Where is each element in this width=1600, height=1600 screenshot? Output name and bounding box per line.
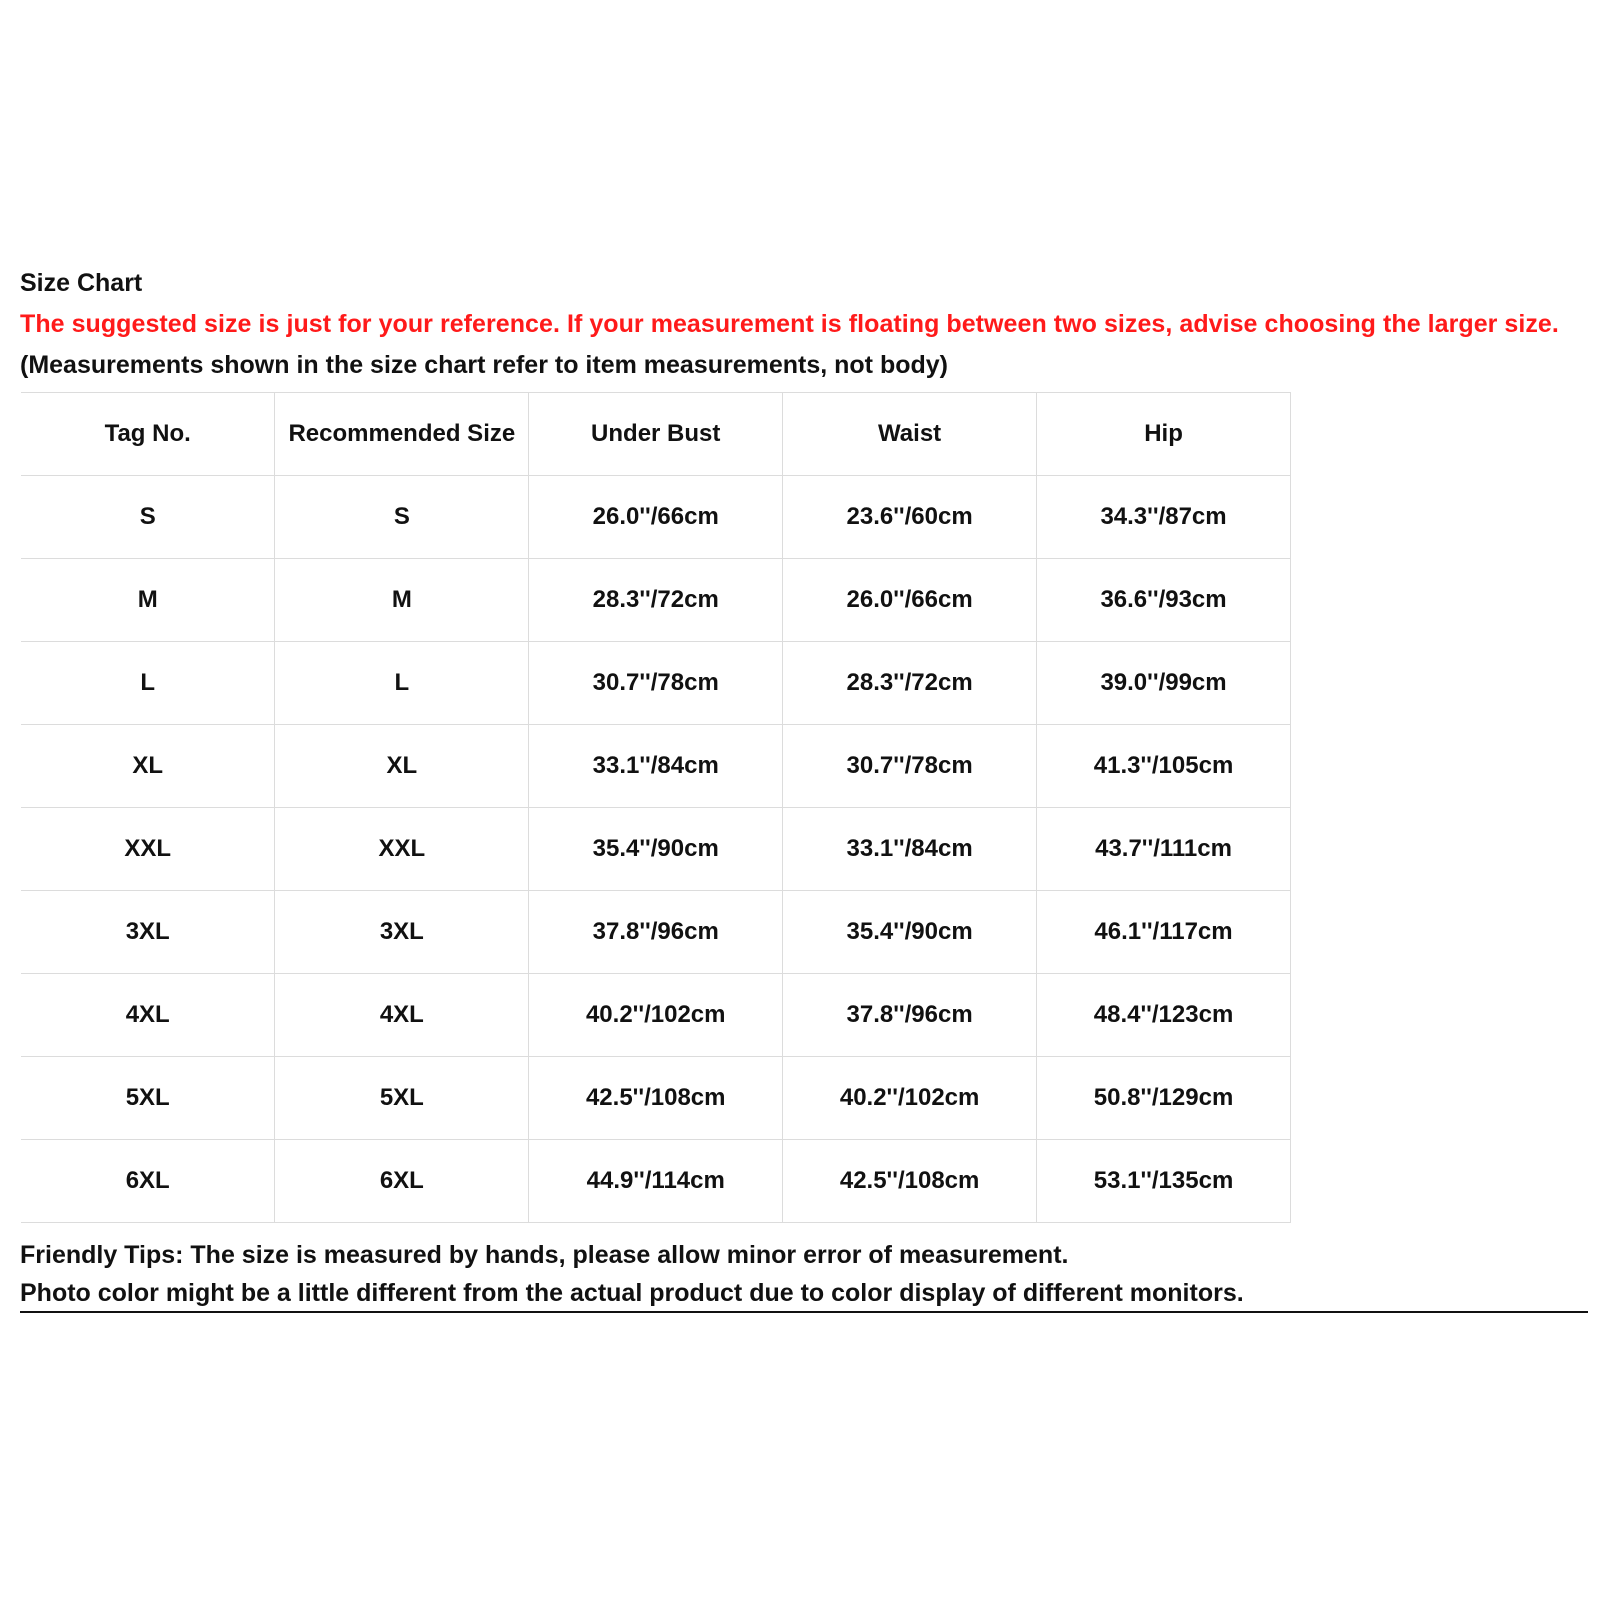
cell-under-bust: 30.7''/78cm <box>529 642 783 725</box>
table-row <box>21 974 1291 1057</box>
page-title: Size Chart <box>20 269 143 297</box>
cell-waist: 33.1''/84cm <box>783 808 1037 891</box>
cell-under-bust: 42.5''/108cm <box>529 1057 783 1140</box>
cell-under-bust: 40.2''/102cm <box>529 974 783 1057</box>
cell-hip: 46.1''/117cm <box>1037 891 1291 974</box>
cell-hip: 39.0''/99cm <box>1037 642 1291 725</box>
cell-tag-no: 3XL <box>21 891 275 974</box>
table-row <box>21 642 1291 725</box>
cell-recommended-size: L <box>275 642 529 725</box>
cell-under-bust: 44.9''/114cm <box>529 1140 783 1223</box>
cell-tag-no: L <box>21 642 275 725</box>
cell-tag-no: S <box>21 476 275 559</box>
cell-tag-no: 6XL <box>21 1140 275 1223</box>
tip-measurement-error: Friendly Tips: The size is measured by hands, please allow minor error of measurement. <box>20 1241 1069 1269</box>
cell-hip: 53.1''/135cm <box>1037 1140 1291 1223</box>
cell-under-bust: 26.0''/66cm <box>529 476 783 559</box>
cell-hip: 34.3''/87cm <box>1037 476 1291 559</box>
cell-tag-no: 4XL <box>21 974 275 1057</box>
cell-tag-no: XXL <box>21 808 275 891</box>
cell-recommended-size: 5XL <box>275 1057 529 1140</box>
cell-waist: 40.2''/102cm <box>783 1057 1037 1140</box>
cell-recommended-size: 4XL <box>275 974 529 1057</box>
size-table <box>21 392 1291 1223</box>
cell-hip: 36.6''/93cm <box>1037 559 1291 642</box>
cell-hip: 50.8''/129cm <box>1037 1057 1291 1140</box>
cell-waist: 37.8''/96cm <box>783 974 1037 1057</box>
column-header-tag-no: Tag No. <box>21 393 275 476</box>
cell-waist: 23.6''/60cm <box>783 476 1037 559</box>
table-row <box>21 1140 1291 1223</box>
cell-tag-no: XL <box>21 725 275 808</box>
column-header-waist: Waist <box>783 393 1037 476</box>
column-header-hip: Hip <box>1037 393 1291 476</box>
column-header-recommended-size: Recommended Size <box>275 393 529 476</box>
table-header-row <box>21 393 1291 476</box>
cell-under-bust: 28.3''/72cm <box>529 559 783 642</box>
cell-tag-no: 5XL <box>21 1057 275 1140</box>
cell-waist: 26.0''/66cm <box>783 559 1037 642</box>
cell-waist: 35.4''/90cm <box>783 891 1037 974</box>
table-row <box>21 476 1291 559</box>
size-advice-warning: The suggested size is just for your reference. If your measurement is floating between two sizes, advise choosing the larger size. <box>20 310 1559 338</box>
cell-waist: 42.5''/108cm <box>783 1140 1037 1223</box>
cell-recommended-size: S <box>275 476 529 559</box>
cell-tag-no: M <box>21 559 275 642</box>
cell-hip: 48.4''/123cm <box>1037 974 1291 1057</box>
cell-under-bust: 35.4''/90cm <box>529 808 783 891</box>
cell-hip: 43.7''/111cm <box>1037 808 1291 891</box>
measurement-note: (Measurements shown in the size chart refer to item measurements, not body) <box>20 351 948 379</box>
table-row <box>21 1057 1291 1140</box>
tip-photo-color: Photo color might be a little different from the actual product due to color display of different monitors. <box>20 1275 1588 1313</box>
table-row <box>21 725 1291 808</box>
cell-waist: 28.3''/72cm <box>783 642 1037 725</box>
size-chart-document <box>20 268 1590 1313</box>
column-header-under-bust: Under Bust <box>529 393 783 476</box>
friendly-tips <box>20 1235 1590 1313</box>
cell-recommended-size: XL <box>275 725 529 808</box>
table-row <box>21 559 1291 642</box>
cell-hip: 41.3''/105cm <box>1037 725 1291 808</box>
cell-under-bust: 33.1''/84cm <box>529 725 783 808</box>
cell-recommended-size: XXL <box>275 808 529 891</box>
table-row <box>21 891 1291 974</box>
cell-recommended-size: 6XL <box>275 1140 529 1223</box>
cell-under-bust: 37.8''/96cm <box>529 891 783 974</box>
table-row <box>21 808 1291 891</box>
cell-recommended-size: M <box>275 559 529 642</box>
cell-waist: 30.7''/78cm <box>783 725 1037 808</box>
cell-recommended-size: 3XL <box>275 891 529 974</box>
